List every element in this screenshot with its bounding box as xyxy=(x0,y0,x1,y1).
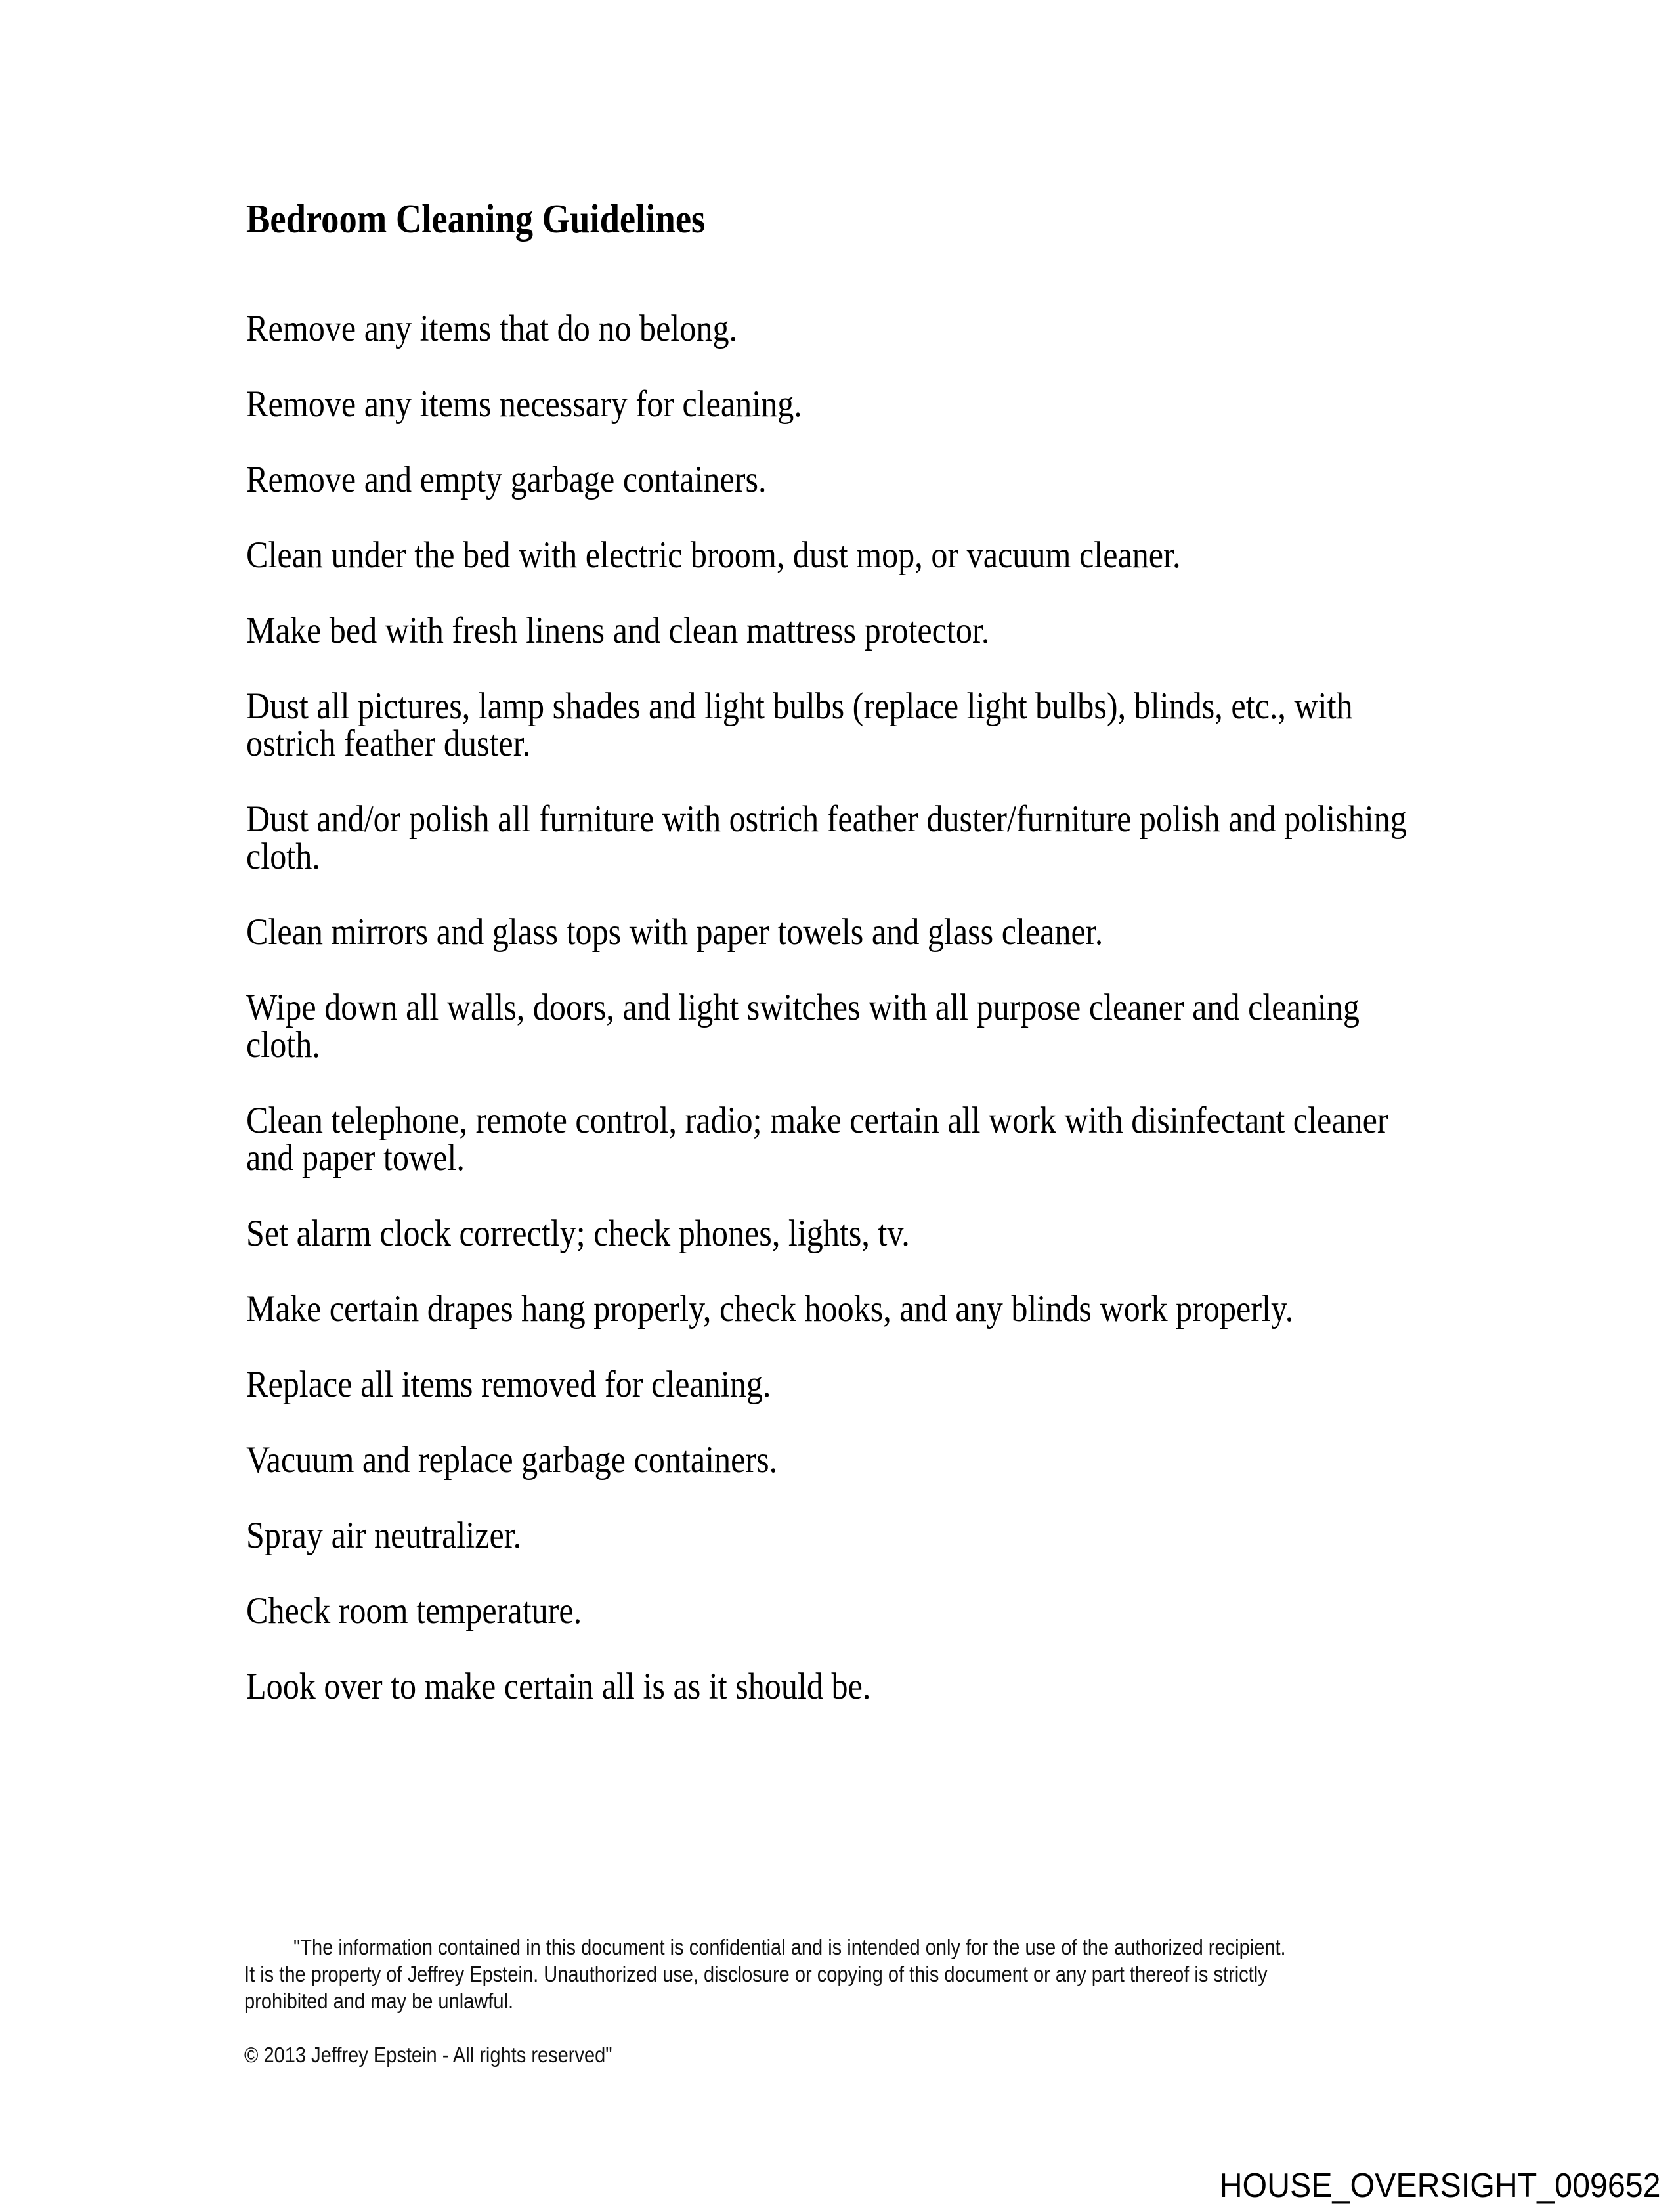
disclaimer-line xyxy=(293,1934,1648,1961)
guideline-line xyxy=(246,1139,1648,1177)
disclaimer-text: It is the property of Jeffrey Epstein. Unauthorized use, disclosure or copying of this document or any part thereof is strictly xyxy=(244,1962,1268,1986)
guideline-text: and paper towel. xyxy=(246,1137,465,1179)
guideline-paragraph xyxy=(246,1517,1648,1554)
guideline-paragraph xyxy=(246,687,1648,762)
guideline-line xyxy=(246,1592,1648,1630)
guideline-paragraph xyxy=(246,913,1648,951)
guideline-line xyxy=(246,1366,1648,1403)
guideline-line xyxy=(246,725,1648,762)
guideline-line xyxy=(246,1290,1648,1328)
guideline-line xyxy=(246,1102,1648,1139)
guideline-line xyxy=(246,1026,1648,1064)
guideline-line xyxy=(246,1215,1648,1252)
disclaimer-line xyxy=(244,1987,1648,2014)
guidelines-list xyxy=(246,310,1648,1705)
guideline-text: Remove any items necessary for cleaning. xyxy=(246,383,802,425)
guideline-text: Check room temperature. xyxy=(246,1590,582,1632)
guideline-text: Make certain drapes hang properly, check hooks, and any blinds work properly. xyxy=(246,1288,1294,1330)
page-title-text: Bedroom Cleaning Guidelines xyxy=(246,197,706,242)
guideline-line xyxy=(246,687,1648,725)
guideline-line xyxy=(246,612,1648,649)
guideline-paragraph xyxy=(246,612,1648,649)
guideline-paragraph xyxy=(246,1102,1648,1177)
guideline-paragraph xyxy=(246,461,1648,498)
guideline-line xyxy=(246,1441,1648,1479)
guideline-text: Look over to make certain all is as it should be. xyxy=(246,1666,871,1707)
guideline-text: ostrich feather duster. xyxy=(246,723,531,764)
guideline-text: Remove any items that do no belong. xyxy=(246,308,738,349)
guideline-line xyxy=(246,1517,1648,1554)
copyright-text: © 2013 Jeffrey Epstein - All rights reserved" xyxy=(244,2043,612,2067)
guideline-text: Replace all items removed for cleaning. xyxy=(246,1364,771,1405)
guideline-paragraph xyxy=(246,1441,1648,1479)
guideline-line xyxy=(246,461,1648,498)
document-body xyxy=(246,199,1648,1743)
guideline-paragraph xyxy=(246,1668,1648,1705)
guideline-text: Clean telephone, remote control, radio; make certain all work with disinfectant cleaner xyxy=(246,1100,1388,1141)
guideline-paragraph xyxy=(246,1366,1648,1403)
bates-number xyxy=(1186,2169,1661,2203)
guideline-text: Dust and/or polish all furniture with ostrich feather duster/furniture polish and polishing xyxy=(246,798,1407,840)
guideline-line xyxy=(246,989,1648,1026)
page-title xyxy=(246,199,1648,240)
guideline-paragraph xyxy=(246,1290,1648,1328)
guideline-paragraph xyxy=(246,310,1648,347)
guideline-text: Spray air neutralizer. xyxy=(246,1515,522,1556)
guideline-text: Vacuum and replace garbage containers. xyxy=(246,1439,778,1481)
disclaimer-text: prohibited and may be unlawful. xyxy=(244,1989,514,2013)
guideline-paragraph xyxy=(246,989,1648,1064)
copyright-line xyxy=(244,2041,1648,2068)
guideline-text: Remove and empty garbage containers. xyxy=(246,459,767,500)
guideline-line xyxy=(246,838,1648,875)
guideline-paragraph xyxy=(246,385,1648,423)
disclaimer-line xyxy=(244,1961,1648,1987)
disclaimer-text: "The information contained in this document is confidential and is intended only for the use of the authorized recipient. xyxy=(293,1935,1286,1959)
guideline-text: cloth. xyxy=(246,1024,320,1066)
guideline-paragraph xyxy=(246,1215,1648,1252)
guideline-paragraph xyxy=(246,536,1648,574)
guideline-paragraph xyxy=(246,800,1648,875)
guideline-line xyxy=(246,385,1648,423)
guideline-line xyxy=(246,913,1648,951)
confidentiality-footer xyxy=(244,1934,1648,2068)
guideline-paragraph xyxy=(246,1592,1648,1630)
guideline-line xyxy=(246,310,1648,347)
guideline-line xyxy=(246,536,1648,574)
guideline-line xyxy=(246,800,1648,838)
disclaimer-paragraph xyxy=(244,1934,1648,2014)
guideline-text: Wipe down all walls, doors, and light switches with all purpose cleaner and cleaning xyxy=(246,987,1360,1028)
guideline-text: Make bed with fresh linens and clean mattress protector. xyxy=(246,610,990,651)
guideline-text: Set alarm clock correctly; check phones, lights, tv. xyxy=(246,1213,910,1254)
guideline-line xyxy=(246,1668,1648,1705)
guideline-text: Clean under the bed with electric broom, dust mop, or vacuum cleaner. xyxy=(246,534,1181,576)
guideline-text: Clean mirrors and glass tops with paper towels and glass cleaner. xyxy=(246,911,1104,953)
guideline-text: Dust all pictures, lamp shades and light bulbs (replace light bulbs), blinds, etc., with xyxy=(246,685,1353,727)
bates-number-text: HOUSE_OVERSIGHT_009652 xyxy=(1220,2167,1661,2205)
guideline-text: cloth. xyxy=(246,836,320,877)
